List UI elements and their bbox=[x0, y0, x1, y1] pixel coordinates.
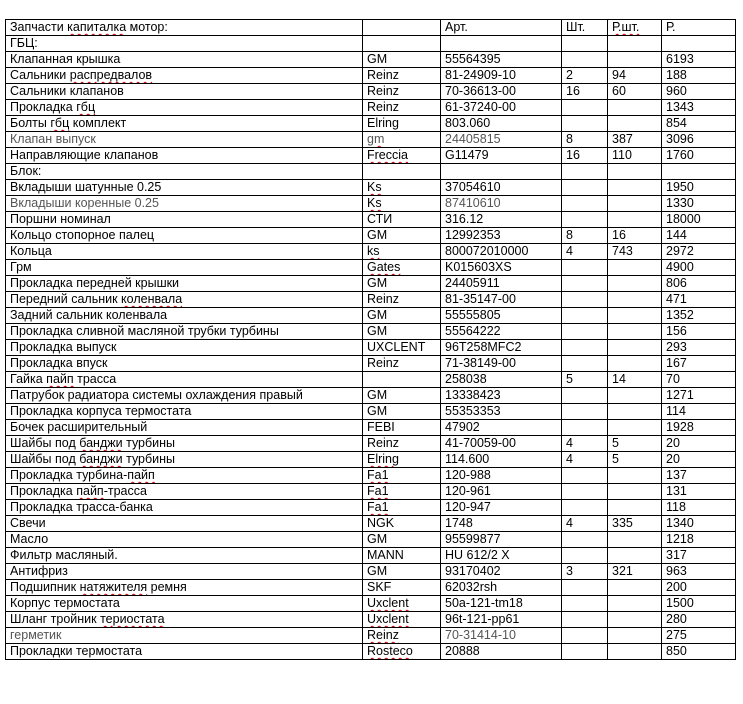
cell-brand: NGK bbox=[363, 516, 441, 532]
cell-name: Грм bbox=[6, 260, 363, 276]
cell-qty bbox=[562, 180, 608, 196]
cell-art: 71-38149-00 bbox=[441, 356, 562, 372]
cell-name: Задний сальник коленвала bbox=[6, 308, 363, 324]
cell-name: Вкладыши коренные 0.25 bbox=[6, 196, 363, 212]
table-row bbox=[6, 196, 736, 212]
cell-qty bbox=[562, 484, 608, 500]
cell-qty bbox=[562, 580, 608, 596]
cell-name: Сальники клапанов bbox=[6, 84, 363, 100]
cell-price: 16 bbox=[608, 228, 662, 244]
table-row bbox=[6, 228, 736, 244]
cell-total: 2972 bbox=[662, 244, 736, 260]
cell-qty bbox=[562, 308, 608, 324]
cell-qty bbox=[562, 212, 608, 228]
cell-art: 55564395 bbox=[441, 52, 562, 68]
cell-brand: GM bbox=[363, 308, 441, 324]
cell-art: HU 612/2 X bbox=[441, 548, 562, 564]
table-row bbox=[6, 612, 736, 628]
table-row bbox=[6, 388, 736, 404]
table-row bbox=[6, 292, 736, 308]
cell-art: 96t-121-pp61 bbox=[441, 612, 562, 628]
cell-qty bbox=[562, 404, 608, 420]
table-row bbox=[6, 68, 736, 84]
cell-total: 6193 bbox=[662, 52, 736, 68]
cell-price bbox=[608, 308, 662, 324]
cell-price bbox=[608, 484, 662, 500]
cell-price: 335 bbox=[608, 516, 662, 532]
cell-total: 854 bbox=[662, 116, 736, 132]
cell-qty: 3 bbox=[562, 564, 608, 580]
cell-price: 110 bbox=[608, 148, 662, 164]
cell-price: 743 bbox=[608, 244, 662, 260]
table-row bbox=[6, 244, 736, 260]
cell-brand: GM bbox=[363, 388, 441, 404]
cell-qty bbox=[562, 260, 608, 276]
cell-price bbox=[608, 196, 662, 212]
cell-total: 20 bbox=[662, 452, 736, 468]
table-row bbox=[6, 212, 736, 228]
cell-qty bbox=[562, 596, 608, 612]
cell-brand: GM bbox=[363, 532, 441, 548]
cell-brand bbox=[363, 372, 441, 388]
cell-brand: Reinz bbox=[363, 68, 441, 84]
table-row bbox=[6, 308, 736, 324]
cell-brand: Reinz bbox=[363, 356, 441, 372]
cell-art: 95599877 bbox=[441, 532, 562, 548]
cell-brand: Elring bbox=[363, 452, 441, 468]
table-row bbox=[6, 180, 736, 196]
table-row bbox=[6, 36, 736, 52]
cell-price bbox=[608, 404, 662, 420]
cell-brand: Reinz bbox=[363, 100, 441, 116]
cell-name: Шайбы под банджи турбины bbox=[6, 436, 363, 452]
cell-qty: 5 bbox=[562, 372, 608, 388]
cell-qty: 8 bbox=[562, 228, 608, 244]
cell-qty bbox=[562, 644, 608, 660]
table-row bbox=[6, 628, 736, 644]
cell-brand: Rosteco bbox=[363, 644, 441, 660]
cell-price bbox=[608, 580, 662, 596]
cell-price bbox=[608, 212, 662, 228]
cell-art: 55353353 bbox=[441, 404, 562, 420]
cell-total: 167 bbox=[662, 356, 736, 372]
cell-total: 188 bbox=[662, 68, 736, 84]
header-qty: Шт. bbox=[562, 20, 608, 36]
table-row bbox=[6, 404, 736, 420]
cell-brand: GM bbox=[363, 276, 441, 292]
cell-art: 12992353 bbox=[441, 228, 562, 244]
cell-name: Бочек расширительный bbox=[6, 420, 363, 436]
cell-name: герметик bbox=[6, 628, 363, 644]
cell-name: Прокладки термостата bbox=[6, 644, 363, 660]
cell-brand: GM bbox=[363, 228, 441, 244]
cell-name: Блок: bbox=[6, 164, 363, 180]
cell-price: 5 bbox=[608, 436, 662, 452]
cell-price: 94 bbox=[608, 68, 662, 84]
cell-name: Прокладка пайп-трасса bbox=[6, 484, 363, 500]
cell-brand: Fa1 bbox=[363, 500, 441, 516]
cell-name: Вкладыши шатунные 0.25 bbox=[6, 180, 363, 196]
cell-art: 87410610 bbox=[441, 196, 562, 212]
cell-name: Сальники распредвалов bbox=[6, 68, 363, 84]
cell-total: 131 bbox=[662, 484, 736, 500]
cell-price bbox=[608, 468, 662, 484]
cell-name: Прокладка передней крышки bbox=[6, 276, 363, 292]
cell-price: 14 bbox=[608, 372, 662, 388]
cell-price bbox=[608, 548, 662, 564]
cell-brand: GM bbox=[363, 404, 441, 420]
table-row bbox=[6, 468, 736, 484]
table-row bbox=[6, 84, 736, 100]
table-row bbox=[6, 644, 736, 660]
cell-name: Свечи bbox=[6, 516, 363, 532]
cell-art: 55564222 bbox=[441, 324, 562, 340]
table-row bbox=[6, 324, 736, 340]
cell-name: Подшипник натяжителя ремня bbox=[6, 580, 363, 596]
cell-total: 1352 bbox=[662, 308, 736, 324]
cell-brand: GM bbox=[363, 324, 441, 340]
cell-art: 114.600 bbox=[441, 452, 562, 468]
cell-total: 963 bbox=[662, 564, 736, 580]
table-row bbox=[6, 260, 736, 276]
cell-total: 1760 bbox=[662, 148, 736, 164]
cell-brand: СТИ bbox=[363, 212, 441, 228]
cell-price: 5 bbox=[608, 452, 662, 468]
cell-art: 120-961 bbox=[441, 484, 562, 500]
cell-total: 1343 bbox=[662, 100, 736, 116]
header-art: Арт. bbox=[441, 20, 562, 36]
cell-price bbox=[608, 324, 662, 340]
header-row bbox=[6, 20, 736, 36]
cell-brand: Uxclent bbox=[363, 612, 441, 628]
cell-art: 20888 bbox=[441, 644, 562, 660]
cell-art: 62032rsh bbox=[441, 580, 562, 596]
cell-qty bbox=[562, 500, 608, 516]
cell-qty bbox=[562, 324, 608, 340]
cell-qty: 4 bbox=[562, 452, 608, 468]
cell-brand: SKF bbox=[363, 580, 441, 596]
cell-price bbox=[608, 100, 662, 116]
cell-name: Прокладка трасса-банка bbox=[6, 500, 363, 516]
cell-art: G11479 bbox=[441, 148, 562, 164]
cell-brand: MANN bbox=[363, 548, 441, 564]
cell-total: 137 bbox=[662, 468, 736, 484]
cell-price bbox=[608, 612, 662, 628]
cell-total: 1340 bbox=[662, 516, 736, 532]
cell-qty bbox=[562, 532, 608, 548]
cell-name: Антифриз bbox=[6, 564, 363, 580]
cell-price bbox=[608, 388, 662, 404]
cell-name: Клапан выпуск bbox=[6, 132, 363, 148]
cell-name: Направляющие клапанов bbox=[6, 148, 363, 164]
cell-qty bbox=[562, 164, 608, 180]
table-row bbox=[6, 580, 736, 596]
cell-price bbox=[608, 292, 662, 308]
table-row bbox=[6, 500, 736, 516]
cell-art bbox=[441, 164, 562, 180]
cell-price bbox=[608, 596, 662, 612]
cell-name: Шайбы под банджи турбины bbox=[6, 452, 363, 468]
cell-brand: Freccia bbox=[363, 148, 441, 164]
cell-price bbox=[608, 260, 662, 276]
cell-brand: ks bbox=[363, 244, 441, 260]
header-total: Р. bbox=[662, 20, 736, 36]
cell-brand: GM bbox=[363, 564, 441, 580]
cell-art: 96T258MFC2 bbox=[441, 340, 562, 356]
table-row bbox=[6, 548, 736, 564]
cell-price bbox=[608, 420, 662, 436]
cell-total: 275 bbox=[662, 628, 736, 644]
cell-art bbox=[441, 36, 562, 52]
cell-art: 50a-121-tm18 bbox=[441, 596, 562, 612]
cell-brand: Gates bbox=[363, 260, 441, 276]
table-row bbox=[6, 564, 736, 580]
cell-total: 317 bbox=[662, 548, 736, 564]
cell-name: Кольцо стопорное палец bbox=[6, 228, 363, 244]
cell-total: 1928 bbox=[662, 420, 736, 436]
cell-art: 24405815 bbox=[441, 132, 562, 148]
table-row bbox=[6, 276, 736, 292]
table-row bbox=[6, 356, 736, 372]
cell-price bbox=[608, 164, 662, 180]
cell-price bbox=[608, 180, 662, 196]
cell-brand: Reinz bbox=[363, 292, 441, 308]
cell-art: 1748 bbox=[441, 516, 562, 532]
cell-brand: Fa1 bbox=[363, 468, 441, 484]
cell-qty: 4 bbox=[562, 244, 608, 260]
cell-art: 13338423 bbox=[441, 388, 562, 404]
cell-brand: FEBI bbox=[363, 420, 441, 436]
cell-total: 114 bbox=[662, 404, 736, 420]
cell-art: 24405911 bbox=[441, 276, 562, 292]
cell-art: 93170402 bbox=[441, 564, 562, 580]
cell-qty bbox=[562, 100, 608, 116]
cell-brand: Ks bbox=[363, 180, 441, 196]
cell-brand: Uxclent bbox=[363, 596, 441, 612]
table-row bbox=[6, 132, 736, 148]
cell-name: Клапанная крышка bbox=[6, 52, 363, 68]
cell-name: Прокладка гбц bbox=[6, 100, 363, 116]
cell-price bbox=[608, 628, 662, 644]
cell-total: 118 bbox=[662, 500, 736, 516]
cell-qty bbox=[562, 356, 608, 372]
cell-brand: Fa1 bbox=[363, 484, 441, 500]
cell-total: 20 bbox=[662, 436, 736, 452]
cell-art: 800072010000 bbox=[441, 244, 562, 260]
table-row bbox=[6, 532, 736, 548]
cell-qty bbox=[562, 340, 608, 356]
cell-price bbox=[608, 276, 662, 292]
table-row bbox=[6, 148, 736, 164]
cell-name: Шланг тройник териостата bbox=[6, 612, 363, 628]
cell-total: 1500 bbox=[662, 596, 736, 612]
cell-total: 156 bbox=[662, 324, 736, 340]
cell-qty bbox=[562, 388, 608, 404]
cell-qty bbox=[562, 468, 608, 484]
cell-price: 60 bbox=[608, 84, 662, 100]
cell-qty bbox=[562, 52, 608, 68]
cell-total: 1330 bbox=[662, 196, 736, 212]
cell-total: 1271 bbox=[662, 388, 736, 404]
table-row bbox=[6, 372, 736, 388]
cell-name: Поршни номинал bbox=[6, 212, 363, 228]
cell-art: 37054610 bbox=[441, 180, 562, 196]
cell-total: 70 bbox=[662, 372, 736, 388]
cell-total: 4900 bbox=[662, 260, 736, 276]
cell-total: 1218 bbox=[662, 532, 736, 548]
cell-brand: Reinz bbox=[363, 84, 441, 100]
cell-name: Масло bbox=[6, 532, 363, 548]
cell-qty: 16 bbox=[562, 84, 608, 100]
cell-brand: Reinz bbox=[363, 628, 441, 644]
cell-qty: 4 bbox=[562, 516, 608, 532]
table-row bbox=[6, 436, 736, 452]
cell-qty bbox=[562, 276, 608, 292]
header-name: Запчасти капиталка мотор: bbox=[6, 20, 363, 36]
cell-price bbox=[608, 340, 662, 356]
cell-qty bbox=[562, 420, 608, 436]
cell-name: Патрубок радиатора системы охлаждения правый bbox=[6, 388, 363, 404]
cell-total: 850 bbox=[662, 644, 736, 660]
cell-total: 18000 bbox=[662, 212, 736, 228]
cell-brand bbox=[363, 36, 441, 52]
cell-art: 120-988 bbox=[441, 468, 562, 484]
cell-brand: gm bbox=[363, 132, 441, 148]
cell-qty: 4 bbox=[562, 436, 608, 452]
table-row bbox=[6, 516, 736, 532]
header-price: Р.шт. bbox=[608, 20, 662, 36]
cell-name: Корпус термостата bbox=[6, 596, 363, 612]
cell-art: 81-35147-00 bbox=[441, 292, 562, 308]
cell-total: 3096 bbox=[662, 132, 736, 148]
cell-price: 321 bbox=[608, 564, 662, 580]
cell-total: 200 bbox=[662, 580, 736, 596]
cell-total bbox=[662, 164, 736, 180]
table-row bbox=[6, 164, 736, 180]
cell-art: K015603XS bbox=[441, 260, 562, 276]
cell-brand: Ks bbox=[363, 196, 441, 212]
cell-qty bbox=[562, 548, 608, 564]
cell-qty bbox=[562, 36, 608, 52]
cell-total: 144 bbox=[662, 228, 736, 244]
cell-art: 316.12 bbox=[441, 212, 562, 228]
cell-total: 471 bbox=[662, 292, 736, 308]
table-row bbox=[6, 340, 736, 356]
table-row bbox=[6, 420, 736, 436]
cell-art: 55555805 bbox=[441, 308, 562, 324]
cell-name: Фильтр масляный. bbox=[6, 548, 363, 564]
cell-qty bbox=[562, 612, 608, 628]
cell-total: 280 bbox=[662, 612, 736, 628]
cell-name: Передний сальник коленвала bbox=[6, 292, 363, 308]
cell-name: Кольца bbox=[6, 244, 363, 260]
cell-qty bbox=[562, 628, 608, 644]
cell-name: Гайка пайп трасса bbox=[6, 372, 363, 388]
cell-qty bbox=[562, 116, 608, 132]
cell-price bbox=[608, 36, 662, 52]
cell-brand: Elring bbox=[363, 116, 441, 132]
cell-art: 70-36613-00 bbox=[441, 84, 562, 100]
cell-art: 120-947 bbox=[441, 500, 562, 516]
table-row bbox=[6, 52, 736, 68]
cell-total: 960 bbox=[662, 84, 736, 100]
cell-total: 806 bbox=[662, 276, 736, 292]
cell-total bbox=[662, 36, 736, 52]
table-row bbox=[6, 116, 736, 132]
cell-brand: GM bbox=[363, 52, 441, 68]
cell-name: Прокладка впуск bbox=[6, 356, 363, 372]
cell-price: 387 bbox=[608, 132, 662, 148]
cell-art: 47902 bbox=[441, 420, 562, 436]
cell-price bbox=[608, 52, 662, 68]
table-row bbox=[6, 484, 736, 500]
cell-price bbox=[608, 532, 662, 548]
cell-total: 1950 bbox=[662, 180, 736, 196]
cell-name: Прокладка выпуск bbox=[6, 340, 363, 356]
cell-qty: 16 bbox=[562, 148, 608, 164]
cell-brand: Reinz bbox=[363, 436, 441, 452]
cell-name: Прокладка турбина-пайп bbox=[6, 468, 363, 484]
cell-art: 70-31414-10 bbox=[441, 628, 562, 644]
cell-qty bbox=[562, 292, 608, 308]
table-row bbox=[6, 452, 736, 468]
cell-price bbox=[608, 356, 662, 372]
cell-name: Прокладка сливной масляной трубки турбины bbox=[6, 324, 363, 340]
cell-name: ГБЦ: bbox=[6, 36, 363, 52]
cell-qty bbox=[562, 196, 608, 212]
cell-name: Болты гбц комплект bbox=[6, 116, 363, 132]
cell-art: 803.060 bbox=[441, 116, 562, 132]
cell-qty: 8 bbox=[562, 132, 608, 148]
table-row bbox=[6, 596, 736, 612]
cell-price bbox=[608, 500, 662, 516]
cell-price bbox=[608, 116, 662, 132]
cell-total: 293 bbox=[662, 340, 736, 356]
cell-brand bbox=[363, 164, 441, 180]
cell-art: 258038 bbox=[441, 372, 562, 388]
header-brand bbox=[363, 20, 441, 36]
cell-art: 61-37240-00 bbox=[441, 100, 562, 116]
cell-name: Прокладка корпуса термостата bbox=[6, 404, 363, 420]
cell-art: 81-24909-10 bbox=[441, 68, 562, 84]
table-row bbox=[6, 100, 736, 116]
cell-qty: 2 bbox=[562, 68, 608, 84]
cell-price bbox=[608, 644, 662, 660]
cell-art: 41-70059-00 bbox=[441, 436, 562, 452]
parts-table bbox=[5, 19, 736, 660]
cell-brand: UXCLENT bbox=[363, 340, 441, 356]
